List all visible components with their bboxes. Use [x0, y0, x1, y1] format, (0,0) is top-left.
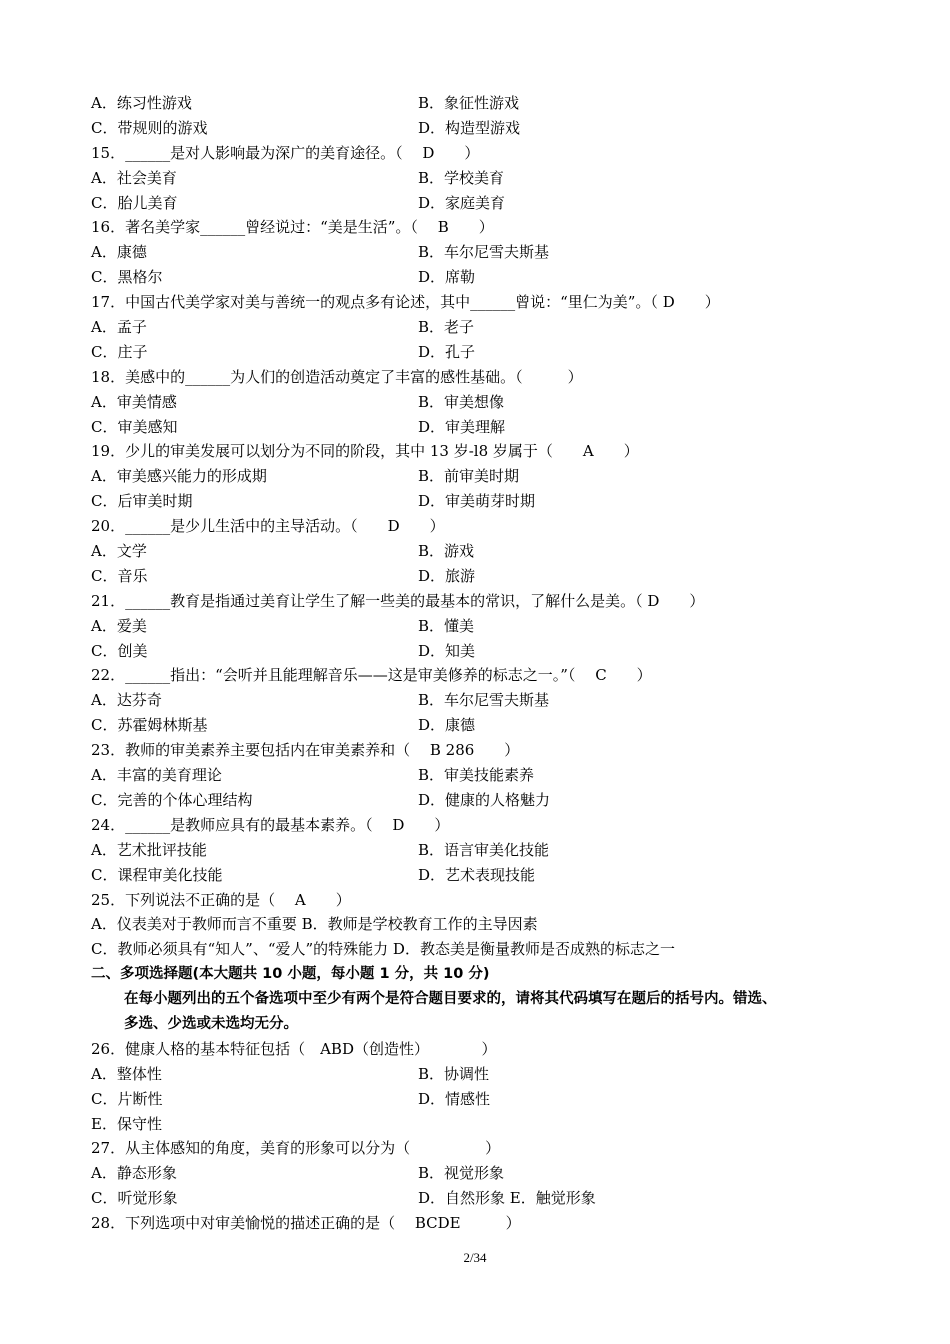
option-left: A．康德 — [91, 243, 147, 262]
option-row — [91, 688, 881, 713]
question-line: 18．美感中的______为人们的创造活动奠定了丰富的感性基础。（ ） — [91, 367, 583, 386]
option-row — [91, 1062, 881, 1087]
option-right: B．懂美 — [418, 616, 475, 635]
option-row — [91, 838, 881, 863]
option-right: B．视觉形象 — [418, 1164, 505, 1183]
option-row — [91, 1186, 881, 1211]
question-line: 23．教师的审美素养主要包括内在审美素养和（ B 286 ） — [91, 741, 520, 760]
option-right: D．席勒 — [418, 268, 476, 287]
question-line: 22．______指出：“会听并且能理解音乐——这是审美修养的标志之一。”（ C ） — [91, 666, 652, 685]
option-left: C．创美 — [91, 641, 148, 660]
option-row — [91, 464, 881, 489]
question-line: 24．______是教师应具有的最基本素养。（ D ） — [91, 815, 450, 834]
option-row — [91, 191, 881, 216]
option-right: B．前审美时期 — [418, 467, 520, 486]
option-right: D．旅游 — [418, 566, 476, 585]
section-heading: 二、多项选择题(本大题共 10 小题，每小题 1 分，共 10 分) — [91, 966, 490, 983]
option-left: A．孟子 — [91, 318, 147, 337]
option-left: C．课程审美化技能 — [91, 865, 223, 884]
option-row — [91, 265, 881, 290]
option-row — [91, 166, 881, 191]
option-row — [91, 415, 881, 440]
question-line: 17．中国古代美学家对美与善统一的观点多有论述，其中______曾说：“里仁为美”。（ D ） — [91, 293, 720, 312]
option-left: A．练习性游戏 — [91, 94, 192, 112]
option-left: C．片断性 — [91, 1089, 163, 1108]
option-right: B．象征性游戏 — [418, 94, 520, 112]
option-right: B．协调性 — [418, 1064, 490, 1083]
option-left: C．庄子 — [91, 342, 148, 361]
question-line: 26．健康人格的基本特征包括（ ABD（创造性） ） — [91, 1039, 497, 1058]
option-right: B．车尔尼雪夫斯基 — [418, 243, 550, 262]
option-row — [91, 91, 881, 116]
option-left: A．审美感兴能力的形成期 — [91, 467, 267, 486]
option-right: D．康德 — [418, 716, 476, 735]
option-row — [91, 539, 881, 564]
question-line: 25．下列说法不正确的是（ A ） — [91, 890, 351, 909]
question-line: 16．著名美学家______曾经说过：“美是生活”。（ B ） — [91, 218, 494, 237]
option-right: D．情感性 — [418, 1089, 491, 1108]
option-left: A．社会美育 — [91, 168, 177, 187]
question-line: 21．______教育是指通过美育让学生了解一些美的最基本的常识，了解什么是美。（ D ） — [91, 591, 705, 610]
question-line: 19．少儿的审美发展可以划分为不同的阶段，其中 13 岁-l8 岁属于（ A ） — [91, 442, 639, 461]
question-line: A．仪表美对于教师而言不重要 B．教师是学校教育工作的主导因素 — [91, 915, 538, 934]
option-left: A．爱美 — [91, 616, 147, 635]
option-right: D．孔子 — [418, 342, 476, 361]
option-left: C．后审美时期 — [91, 492, 193, 511]
option-row — [91, 489, 881, 514]
option-left: C．苏霍姆林斯基 — [91, 716, 208, 735]
option-right: B．老子 — [418, 318, 475, 337]
option-left: C．胎儿美育 — [91, 193, 178, 212]
document-body — [91, 91, 881, 1236]
option-left: A．审美情感 — [91, 392, 177, 411]
option-row — [91, 390, 881, 415]
option-row — [91, 340, 881, 365]
question-line: C．教师必须具有“知人”、“爱人”的特殊能力 D．教态美是衡量教师是否成熟的标志之一 — [91, 940, 675, 959]
option-left: C．完善的个体心理结构 — [91, 790, 253, 809]
section-instructions: 在每小题列出的五个备选项中至少有两个是符合题目要求的，请将其代码填写在题后的括号内。错选、 — [124, 991, 777, 1008]
option-right: B．审美想像 — [418, 392, 505, 411]
option-right: D．健康的人格魅力 — [418, 790, 551, 809]
option-right: D．知美 — [418, 641, 476, 660]
option-right: D．审美萌芽时期 — [418, 492, 536, 511]
option-row — [91, 713, 881, 738]
option-right: B．车尔尼雪夫斯基 — [418, 691, 550, 710]
option-left: C．带规则的游戏 — [91, 118, 208, 137]
section-instructions: 多选、少选或未选均无分。 — [124, 1015, 298, 1032]
option-row — [91, 763, 881, 788]
option-left: C．音乐 — [91, 566, 148, 585]
page-number: 2/34 — [463, 1250, 487, 1265]
option-right: B．游戏 — [418, 542, 475, 561]
option-right: D．审美理解 — [418, 417, 506, 436]
option-right: D．艺术表现技能 — [418, 865, 536, 884]
option-left: A．静态形象 — [91, 1164, 177, 1183]
option-right: D．家庭美育 — [418, 193, 506, 212]
question-line: 28．下列选项中对审美愉悦的描述正确的是（ BCDE ） — [91, 1214, 521, 1233]
question-line: E．保守性 — [91, 1114, 162, 1133]
option-row — [91, 863, 881, 888]
option-left: A．艺术批评技能 — [91, 840, 207, 859]
option-right: D．自然形象 E．触觉形象 — [418, 1189, 596, 1208]
option-right: B．语言审美化技能 — [418, 840, 550, 859]
option-row — [91, 614, 881, 639]
option-left: A．丰富的美育理论 — [91, 766, 222, 785]
option-row — [91, 564, 881, 589]
option-left: A．文学 — [91, 542, 147, 561]
option-row — [91, 315, 881, 340]
option-left: C．黑格尔 — [91, 268, 163, 287]
option-left: C．听觉形象 — [91, 1189, 178, 1208]
option-row — [91, 788, 881, 813]
option-left: A．整体性 — [91, 1064, 162, 1083]
question-line: 27．从主体感知的角度，美育的形象可以分为（ ） — [91, 1139, 501, 1158]
question-line: 20．______是少儿生活中的主导活动。（ D ） — [91, 517, 445, 536]
option-left: A．达芬奇 — [91, 691, 162, 710]
option-right: B．学校美育 — [418, 168, 505, 187]
option-row — [91, 116, 881, 141]
option-row — [91, 639, 881, 664]
question-line: 15．______是对人影响最为深广的美育途径。（ D ） — [91, 143, 480, 162]
option-row — [91, 1087, 881, 1112]
option-right: B．审美技能素养 — [418, 766, 535, 785]
option-row — [91, 240, 881, 265]
option-row — [91, 1161, 881, 1186]
option-left: C．审美感知 — [91, 417, 178, 436]
option-right: D．构造型游戏 — [418, 118, 521, 137]
